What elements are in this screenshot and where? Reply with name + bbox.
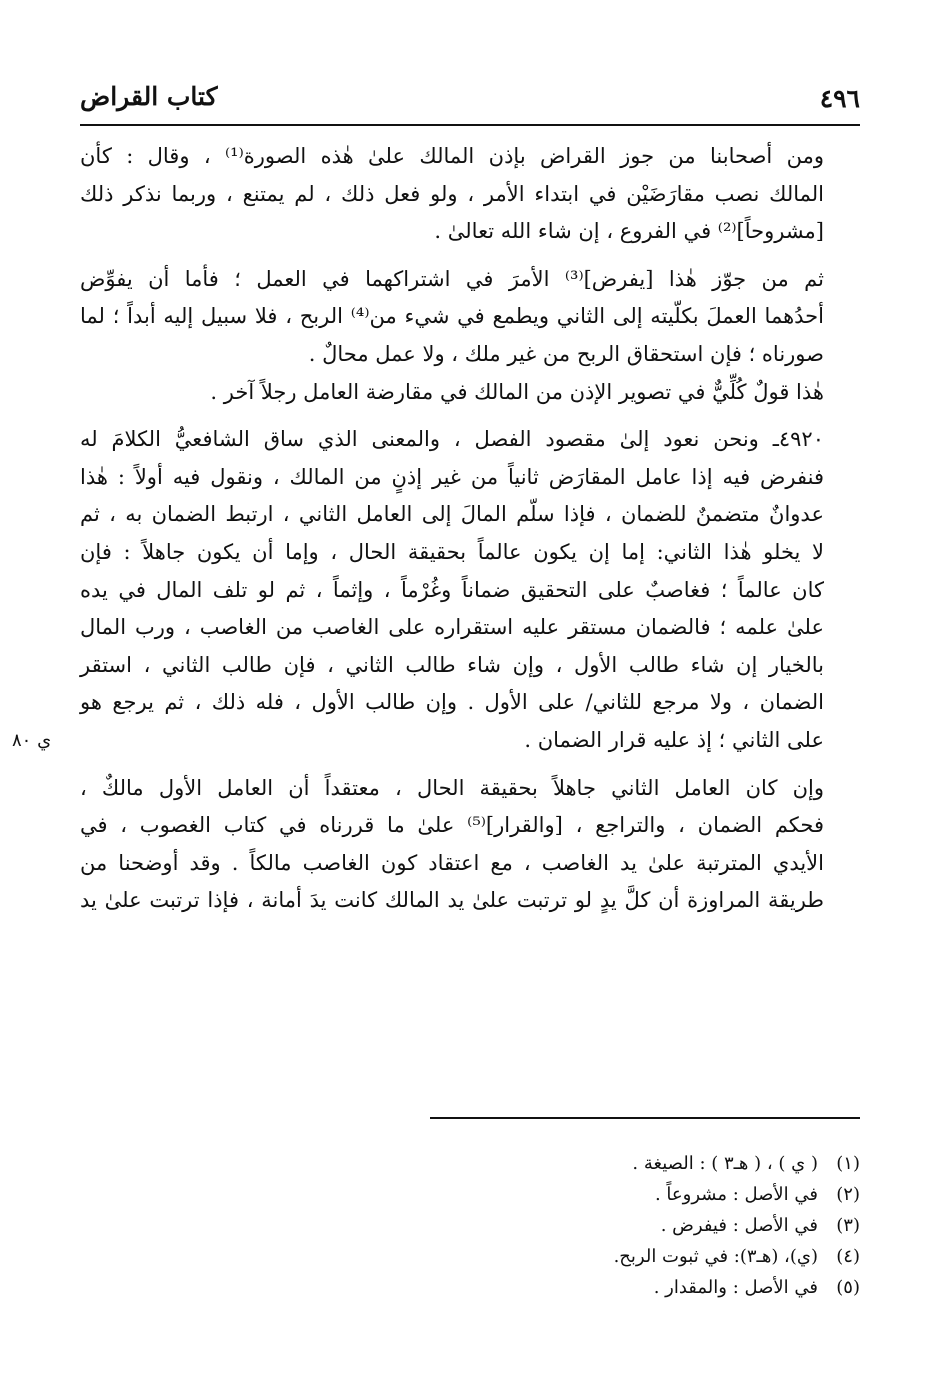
page: [12, 80, 860, 920]
text-line: [مشروحاً]⁽²⁾ في الفروع ، إن شاء الله تعالىٰ .: [434, 219, 824, 244]
paragraph: [80, 138, 860, 251]
footnote-separator: [430, 1117, 860, 1119]
text-line: صورناه ؛ فإن استحقاق الربح من غير ملك ، ولا عمل محالٌ .: [308, 341, 824, 366]
paragraph: [80, 770, 860, 920]
text-line: ومن أصحابنا من جوز القراض بإذن المالك علىٰ هٰذه الصورة⁽¹⁾ ، وقال : كأن: [80, 144, 824, 168]
running-header: [80, 80, 860, 126]
text-line: ثم من جوّز هٰذا [يفرض]⁽³⁾ الأمرَ في اشتراكهما في العمل ؛ فأما أن يفوِّض: [80, 266, 824, 291]
footnote-number: (٥): [836, 1277, 860, 1298]
text-line: أحدُهما العملَ بكلّيته إلى الثاني ويطمع في شيء من⁽⁴⁾ الربح ، فلا سبيل إليه أبداً ؛ لما: [80, 304, 824, 329]
footnote-number: (١): [836, 1153, 860, 1174]
text-line: بالخيار إن شاء طالب الأول ، وإن شاء طالب الثاني ، فإن طالب الثاني ، استقر: [80, 652, 824, 677]
paragraph: [80, 374, 860, 412]
footnote-text: (ي)، (هـ٣): في ثبوت الربح.: [613, 1246, 818, 1267]
text-line: عدوانٌ متضمنٌ للضمان ، فإذا سلّم المالَ إلى العامل الثاني ، ارتبط الضمان به ، ثم: [80, 502, 824, 527]
text-line: علىٰ علمه ؛ فالضمان مستقر عليه استقراره على الغاصب من الغاصب ، ورب المال: [80, 615, 824, 640]
footnote: [80, 1272, 860, 1303]
text-line: لا يخلو هٰذا الثاني: إما إن يكون عالماً بحقيقة الحال ، وإما أن يكون جاهلاً : فإن: [80, 539, 824, 564]
footnote: [80, 1241, 860, 1272]
text-line: على الثاني ؛ إذ عليه قرار الضمان .: [524, 727, 824, 752]
main-text: [12, 138, 860, 920]
footnote-number: (٢): [836, 1184, 860, 1205]
text-line: فنفرض فيه إذا عامل المقارَض ثانياً من غير إذنٍ من المالك ، ونقول فيه أولاً : هٰذا: [80, 464, 824, 489]
paragraph: [80, 261, 860, 374]
book-title: كتاب القراض: [80, 82, 227, 111]
margin-note: ي ٨٠: [12, 730, 52, 752]
footnotes: [80, 1148, 860, 1303]
text-line: كان عالماً ؛ فغاصبٌ على التحقيق ضماناً وغُرْماً ، وإثماً ، ثم لو تلف المال في يده: [80, 577, 824, 602]
footnote-text: ( ي ) ، ( هـ٣ ) : الصيغة .: [632, 1153, 818, 1174]
text-line: المالك نصب مقارَضَيْن في ابتداء الأمر ، ولو فعل ذلك ، لم يمتنع ، وربما نذكر ذلك: [80, 181, 824, 206]
footnote-number: (٣): [836, 1215, 860, 1236]
text-line: ٤٩٢٠ـ ونحن نعود إلىٰ مقصود الفصل ، والمعنى الذي ساق الشافعيُّ الكلامَ له: [80, 427, 824, 452]
text-line: طريقة المراوزة أن كلَّ يدٍ لو ترتبت علىٰ يد المالك كانت يدَ أمانة ، فإذا ترتبت علىٰ يد: [80, 888, 824, 913]
footnote-number: (٤): [836, 1246, 860, 1267]
page-number: ٤٩٦: [810, 84, 860, 113]
text-line: فحكم الضمان ، والتراجع ، [والقرار]⁽⁵⁾ علىٰ ما قررناه في كتاب الغصوب ، في: [80, 813, 824, 838]
footnote-text: في الأصل : والمقدار .: [653, 1277, 818, 1298]
footnote-text: في الأصل : فيفرض .: [660, 1215, 818, 1236]
text-line: وإن كان العامل الثاني جاهلاً بحقيقة الحال ، معتقداً أن العامل الأول مالكٌ ،: [80, 775, 824, 800]
paragraph: [12, 421, 860, 759]
footnote: [80, 1179, 860, 1210]
footnote: [80, 1148, 860, 1179]
footnote-text: في الأصل : مشروعاً .: [654, 1184, 818, 1205]
text-line: الضمان ، ولا مرجع للثاني/ على الأول . وإن طالب الأول ، فله ذلك ، ثم يرجع هو: [80, 690, 824, 715]
text-line: هٰذا قولٌ كُلِّيٌّ في تصوير الإذن من المالك في مقارضة العامل رجلاً آخر .: [210, 379, 824, 404]
text-line: الأيدي المترتبة علىٰ يد الغاصب ، مع اعتقاد كون الغاصب مالكاً . وقد أوضحنا من: [80, 850, 824, 875]
footnote: [80, 1210, 860, 1241]
